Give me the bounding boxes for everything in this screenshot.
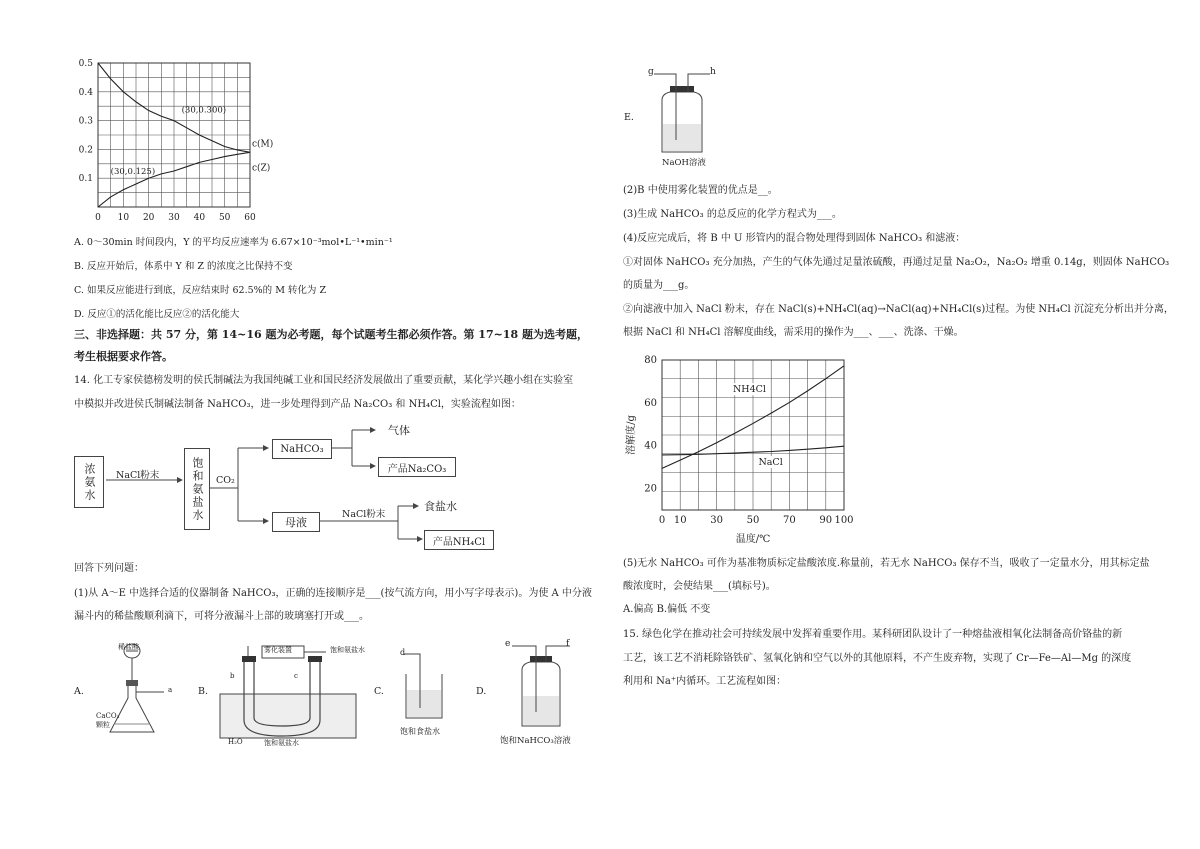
y-tick-label: 80 bbox=[644, 355, 657, 366]
answer-prompt: 回答下列问题： bbox=[74, 563, 144, 574]
x-tick-label: 30 bbox=[168, 213, 180, 223]
solubility-chart bbox=[620, 350, 860, 546]
section-heading-line1: 三、非选择题：共 57 分，第 14~16 题为必考题，每个试题考生都必须作答。第 17~18 题为选考题， bbox=[74, 328, 588, 341]
q4a-line1: ①对固体 NaHCO₃ 充分加热，产生的气体先通过足量浓硫酸，再通过足量 Na₂O₂，Na₂O₂ 增重 0.14g，则固体 NaHCO₃ bbox=[623, 257, 1170, 268]
apparatus-e-liquid: NaOH溶液 bbox=[662, 158, 706, 168]
flow-arrow2-label: NaCl粉末 bbox=[342, 509, 386, 520]
flow-co2-label: CO₂ bbox=[216, 475, 235, 486]
annotation-z: (30,0.125) bbox=[110, 167, 156, 177]
y-tick-label: 20 bbox=[644, 483, 657, 495]
x-tick-label: 50 bbox=[746, 515, 760, 526]
q1-line1: (1)从 A～E 中选择合适的仪器制备 NaHCO₃，正确的连接顺序是___(按气流方向，用小写字母表示)。为使 A 中分液 bbox=[74, 588, 592, 599]
y-tick-label: 0.4 bbox=[78, 87, 93, 98]
apparatus-b-u-tube bbox=[214, 640, 364, 748]
series-label-nh4cl: NH4Cl bbox=[732, 384, 766, 396]
apparatus-d-wash-bottle bbox=[504, 640, 578, 732]
flow-mother-liquor: 母液 bbox=[272, 512, 320, 532]
series-label-nacl: NaCl bbox=[758, 457, 783, 468]
q14-line1: 14. 化工专家侯德榜发明的侯氏制碱法为我国纯碱工业和国民经济发展做出了重要贡献，某化学兴趣小组在实验室 bbox=[74, 375, 574, 386]
q4a-line2: 的质量为___g。 bbox=[623, 280, 695, 291]
y-tick-label: 0.2 bbox=[78, 145, 93, 156]
apparatus-c-liquid: 饱和食盐水 bbox=[400, 727, 440, 736]
option-a: A. 0～30min 时间段内，Y 的平均反应速率为 6.67×10⁻³mol•L⁻¹•min⁻¹ bbox=[74, 237, 393, 248]
y-tick-label: 0.5 bbox=[78, 59, 93, 69]
x-tick-label: 60 bbox=[244, 213, 256, 223]
x-tick-label: 20 bbox=[142, 213, 155, 223]
q1-line2: 漏斗内的稀盐酸顺利滴下，可将分液漏斗上部的玻璃塞打开或___。 bbox=[74, 611, 369, 622]
flow-product-na2co3: 产品Na₂CO₃ bbox=[378, 457, 456, 477]
x-tick-label: 90 bbox=[819, 515, 833, 526]
apparatus-d-label: D. bbox=[476, 686, 487, 697]
q4b-line2: 根据 NaCl 和 NH₄Cl 溶解度曲线，需采用的操作为___、___、洗涤、干燥。 bbox=[623, 327, 964, 338]
q4b-line1: ②向滤液中加入 NaCl 粉末，存在 NaCl(s)+NH₄Cl(aq)→NaCl(aq)+NH₄Cl(s)过程。为使 NH₄Cl 沉淀充分析出并分离， bbox=[623, 304, 1174, 315]
flow-start-box: 浓氨水 bbox=[74, 456, 104, 508]
x-tick-label: 50 bbox=[218, 213, 231, 223]
apparatus-b-device: 雾化装置 bbox=[264, 646, 292, 654]
option-b: B. 反应开始后，体系中 Y 和 Z 的浓度之比保持不变 bbox=[74, 261, 293, 272]
apparatus-b-feed: 饱和氨盐水 bbox=[330, 646, 365, 654]
apparatus-c-beaker bbox=[396, 648, 452, 724]
q3-text: (3)生成 NaHCO₃ 的总反应的化学方程式为___。 bbox=[623, 209, 842, 220]
flow-brine-label: 食盐水 bbox=[424, 500, 457, 513]
q15-line3: 利用和 Na⁺内循环。工艺流程如图： bbox=[623, 676, 787, 687]
apparatus-d-port-e: e bbox=[505, 639, 511, 649]
apparatus-e-port-h: h bbox=[710, 67, 716, 77]
y-tick-label: 60 bbox=[644, 397, 657, 409]
apparatus-c-label: C. bbox=[374, 686, 384, 697]
q4-text: (4)反应完成后，将 B 中 U 形管内的混合物处理得到固体 NaHCO₃ 和滤液： bbox=[623, 233, 966, 244]
q14-line2: 中模拟并改进侯氏制碱法制备 NaHCO₃，进一步处理得到产品 Na₂CO₃ 和 NH₄Cl，实验流程如图： bbox=[74, 399, 521, 410]
apparatus-a-solid: CaCO₃ bbox=[96, 712, 120, 720]
y-tick-label: 0.1 bbox=[78, 174, 93, 185]
q5-line2: 酸浓度时，会使结果___(填标号)。 bbox=[623, 581, 776, 592]
q5-options: A.偏高 B.偏低 不变 bbox=[623, 604, 711, 615]
x-tick-label: 30 bbox=[710, 515, 723, 526]
q15-line1: 15. 绿色化学在推动社会可持续发展中发挥着重要作用。某科研团队设计了一种熔盐液相氧化法制备高价铬盐的新 bbox=[623, 629, 1123, 640]
x-tick-label: 0 bbox=[658, 515, 666, 526]
option-c: C. 如果反应能进行到底，反应结束时 62.5%的 M 转化为 Z bbox=[74, 285, 327, 296]
apparatus-a-label: A. bbox=[74, 686, 84, 697]
flow-gas-label: 气体 bbox=[388, 424, 410, 437]
y-tick-label: 0.3 bbox=[78, 116, 93, 127]
x-tick-label: 0 bbox=[95, 213, 101, 223]
apparatus-d-liquid: 饱和NaHCO₃溶液 bbox=[500, 736, 571, 746]
apparatus-b-port-c: c bbox=[294, 672, 298, 680]
series-label-cm: c(M) bbox=[252, 139, 274, 150]
apparatus-a-funnel-label: 稀盐酸 bbox=[118, 643, 139, 651]
apparatus-e-port-g: g bbox=[648, 67, 654, 77]
apparatus-b-water: H₂O bbox=[228, 738, 243, 746]
x-tick-label: 40 bbox=[193, 213, 206, 223]
flow-arrow1-label: NaCl粉末 bbox=[116, 470, 160, 481]
concentration-time-chart bbox=[70, 55, 300, 230]
x-tick-label: 70 bbox=[783, 515, 796, 526]
apparatus-e-wash-bottle bbox=[648, 66, 718, 158]
flow-nahco3-box: NaHCO₃ bbox=[272, 439, 332, 459]
option-d: D. 反应①的活化能比反应②的活化能大 bbox=[74, 309, 240, 320]
q2-text: (2)B 中使用雾化装置的优点是__。 bbox=[623, 185, 778, 196]
apparatus-e-label: E. bbox=[624, 112, 634, 123]
apparatus-c-port-d: d bbox=[400, 648, 406, 657]
x-axis-label: 温度/℃ bbox=[735, 534, 771, 545]
apparatus-d-port-f: f bbox=[566, 639, 570, 649]
apparatus-b-label: B. bbox=[198, 686, 209, 697]
flow-diagram bbox=[70, 418, 520, 558]
x-tick-label: 100 bbox=[834, 515, 854, 526]
y-tick-label: 40 bbox=[644, 440, 657, 452]
x-tick-label: 10 bbox=[673, 515, 687, 526]
apparatus-a-port: a bbox=[168, 686, 173, 694]
apparatus-b-liquid: 饱和氨盐水 bbox=[264, 739, 299, 747]
q5-line1: (5)无水 NaHCO₃ 可作为基准物质标定盐酸浓度.称量前，若无水 NaHCO₃ 保存不当，吸收了一定量水分，用其标定盐 bbox=[623, 558, 1150, 569]
flow-product-nh4cl: 产品NH₄Cl bbox=[424, 530, 494, 550]
series-label-cz: c(Z) bbox=[252, 163, 271, 174]
apparatus-a-solid2: 颗粒 bbox=[96, 721, 110, 729]
apparatus-b-port-b: b bbox=[230, 672, 235, 680]
section-heading-line2: 考生根据要求作答。 bbox=[74, 350, 173, 363]
annotation-m: (30,0.300) bbox=[181, 105, 227, 116]
q15-line2: 工艺，该工艺不消耗除铬铁矿、氢氧化钠和空气以外的其他原料，不产生废弃物，实现了 Cr—Fe—Al—Mg 的深度 bbox=[623, 653, 1132, 664]
x-tick-label: 10 bbox=[117, 213, 130, 223]
flow-saturated-box: 饱和氨盐水 bbox=[184, 448, 210, 530]
y-axis-label: 溶解度/g bbox=[626, 415, 637, 455]
